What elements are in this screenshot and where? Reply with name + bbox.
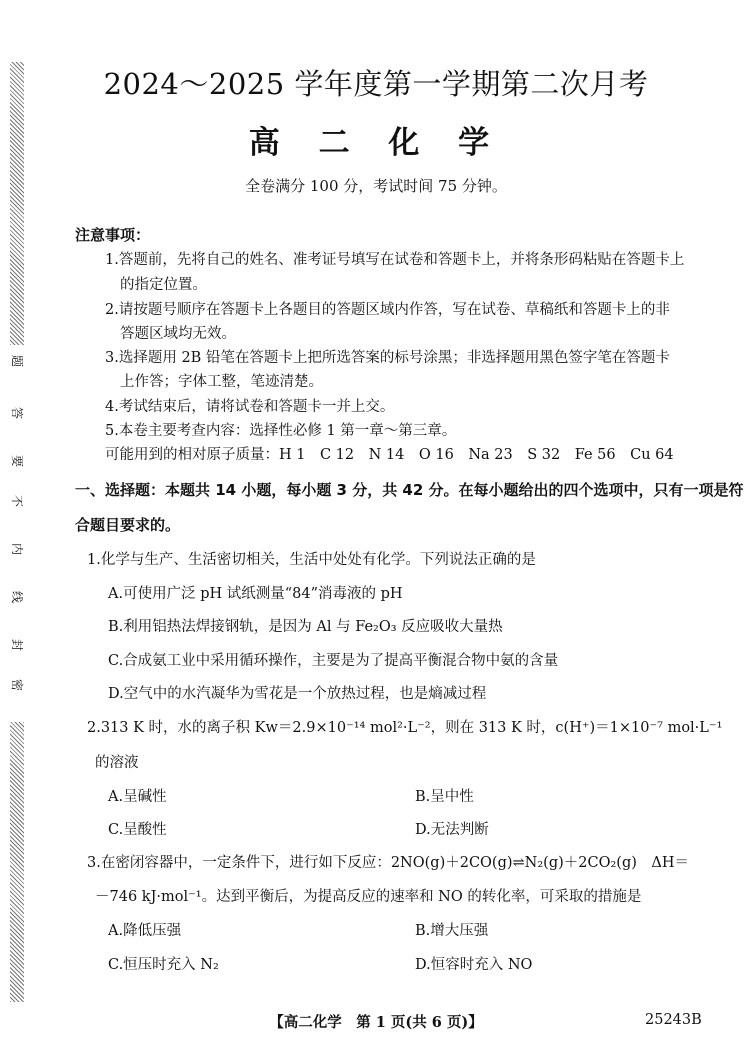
note-line: 3.选择题用 2B 铅笔在答题卡上把所选答案的标号涂黑；非选择题用黑色签字笔在答题卡: [105, 350, 670, 366]
q1-option-d: D.空气中的水汽凝华为雪花是一个放热过程，也是熵减过程: [108, 686, 487, 702]
seal-char: 密: [10, 678, 24, 691]
q1-option-b: B.利用铝热法焊接钢轨，是因为 Al 与 Fe₂O₃ 反应吸收大量热: [108, 619, 503, 635]
seal-char: 封: [10, 638, 24, 651]
note-line: 答题区域均无效。: [120, 326, 236, 342]
seal-char: 线: [10, 590, 24, 603]
note-line: 的指定位置。: [120, 277, 207, 293]
q2-option-c: C.呈酸性: [108, 822, 167, 838]
q2-stem: 2.313 K 时，水的离子积 Kw＝2.9×10⁻¹⁴ mol²·L⁻²，则在 313 K 时，c(H⁺)＝1×10⁻⁷ mol·L⁻¹: [87, 720, 723, 736]
paper-code: 25243B: [645, 1012, 702, 1028]
binding-strip-bottom: [10, 722, 24, 1002]
section-heading-cont: 合题目要求的。: [75, 516, 181, 534]
q3-option-b: B.增大压强: [415, 923, 489, 939]
seal-char: 内: [10, 542, 24, 555]
note-line: 4.考试结束后，请将试卷和答题卡一并上交。: [105, 399, 395, 415]
note-line: 1.答题前，先将自己的姓名、准考证号填写在试卷和答题卡上，并将条形码粘贴在答题卡上: [105, 252, 685, 268]
binding-strip-top: [10, 62, 24, 345]
q3-option-c: C.恒压时充入 N₂: [108, 957, 219, 973]
q3-option-d: D.恒容时充入 NO: [415, 957, 533, 973]
seal-char: 答: [10, 406, 24, 419]
notes-heading: 注意事项：: [75, 226, 151, 244]
q3-option-a: A.降低压强: [108, 923, 182, 939]
q2-option-d: D.无法判断: [415, 822, 489, 838]
seal-char: 要: [10, 454, 24, 467]
note-line: 上作答；字体工整，笔迹清楚。: [120, 374, 323, 390]
q2-option-b: B.呈中性: [415, 789, 474, 805]
seal-char: 不: [10, 494, 24, 507]
q2-stem-cont: 的溶液: [95, 755, 139, 771]
q1-option-c: C.合成氨工业中采用循环操作，主要是为了提高平衡混合物中氨的含量: [108, 653, 559, 669]
section-heading: 一、选择题：本题共 14 小题，每小题 3 分，共 42 分。在每小题给出的四个选项中，只有一项是符: [75, 481, 744, 499]
q3-stem: 3.在密闭容器中，一定条件下，进行如下反应：2NO(g)＋2CO(g)⇌N₂(g)＋2CO₂(g) ΔH＝: [87, 855, 690, 871]
subject-title: 高 二 化 学: [248, 125, 504, 161]
score-info: 全卷满分 100 分，考试时间 75 分钟。: [245, 177, 507, 195]
q1-option-a: A.可使用广泛 pH 试纸测量“84”消毒液的 pH: [108, 586, 403, 602]
page-footer: 【高二化学 第 1 页(共 6 页)】: [269, 1014, 483, 1031]
seal-char: 题: [10, 354, 24, 367]
q3-stem-cont: －746 kJ·mol⁻¹。达到平衡后，为提高反应的速率和 NO 的转化率，可采取的措施是: [95, 889, 642, 905]
atomic-masses: 可能用到的相对原子质量：H 1 C 12 N 14 O 16 Na 23 S 32 Fe 56 Cu 64: [105, 447, 674, 463]
note-line: 2.请按题号顺序在答题卡上各题目的答题区域内作答，写在试卷、草稿纸和答题卡上的非: [105, 302, 670, 318]
q1-stem: 1.化学与生产、生活密切相关，生活中处处有化学。下列说法正确的是: [87, 552, 536, 568]
note-line: 5.本卷主要考查内容：选择性必修 1 第一章～第三章。: [105, 423, 457, 439]
q2-option-a: A.呈碱性: [108, 789, 167, 805]
exam-title: 2024～2025 学年度第一学期第二次月考: [103, 67, 649, 101]
